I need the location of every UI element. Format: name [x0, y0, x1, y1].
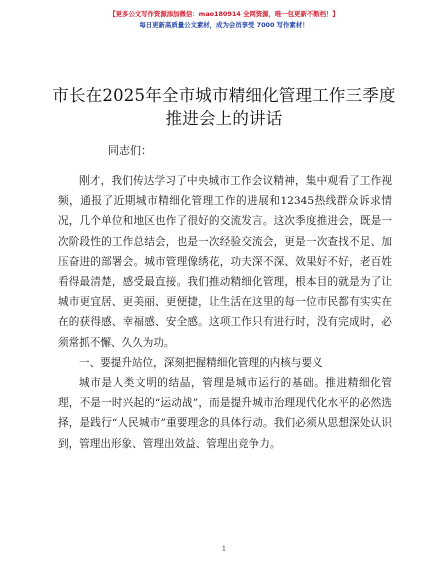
promo-line-2: 每日更新高质量公文素材，成为会员享受 7000 写作素材！ [139, 21, 309, 29]
paragraph-1: 刚才，我们传达学习了中央城市工作会议精神，集中观看了工作视频，通报了近期城市精细化管理工作的进展和12345热线群众诉求情况，几个单位和地区也作了很好的交流发言。这次季度推进会，既是一次阶段性的工作总结会，也是一次经验交流会，更是一次查找不足、加压奋进的部署会。城市管理像绣花，功夫深不深、效果好不好，老百姓看得最清楚，感受最直接。我们推动精细化管理，根本目的就是为了让城市更宜居、更美丽、更便捷，让生活在这里的每一位市民都有实实在在的获得感、幸福感、安全感。这项工作只有进行时，没有完成时，必须常抓不懈、久久为功。 [58, 175, 392, 349]
section-heading-1: 一、要提升站位，深刻把握精细化管理的内核与要义 [79, 356, 323, 369]
promo-banner [0, 9, 448, 31]
title-line-2: 推进会上的讲话 [165, 109, 283, 128]
title-line-1: 市长在2025年全市城市精细化管理工作三季度 [52, 86, 396, 105]
document-title [40, 84, 408, 130]
salutation: 同志们： [108, 144, 152, 157]
document-body [58, 171, 392, 454]
paragraph-2: 城市是人类文明的结晶，管理是城市运行的基础。推进精细化管理，不是一时兴起的“运动战”，而是提升城市治理现代化水平的必然选择，是践行“人民城市”重要理念的具体行动。我们必须从思想深处认识到，管理出形象、管理出效益、管理出竞争力。 [58, 377, 392, 450]
promo-line-1: 【更多公文写作资源添加微信：mao180914 全网资源，唯一包更新不断档！】 [109, 10, 339, 18]
page-number: 1 [221, 545, 227, 553]
